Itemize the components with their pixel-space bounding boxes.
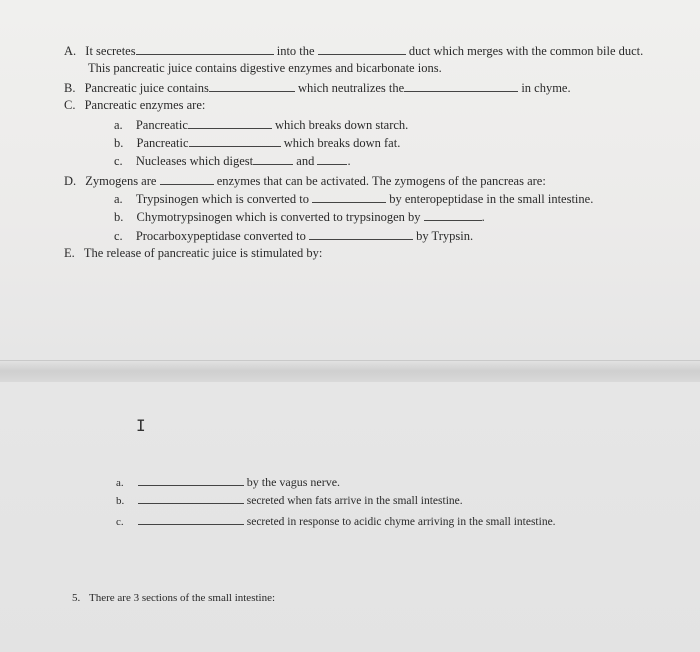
item-C-a-text2: which breaks down starch. [275,118,409,132]
blank-D1[interactable] [160,173,214,185]
stimulus-c-text: secreted in response to acidic chyme arriving in the small intestine. [246,516,556,528]
item-D-b-marker: b. [114,210,124,224]
blank-B1[interactable] [209,80,295,92]
blank-C-b[interactable] [189,135,281,147]
item-D-c-marker: c. [114,229,123,243]
item-D-c-text2: by Trypsin. [416,229,474,243]
stimulus-b-marker: b. [116,495,125,507]
item-D-a [114,191,593,207]
item-A-text3: duct which merges with the common bile duct. [408,44,644,58]
blank-B2[interactable] [404,80,518,92]
item-C-c [114,153,351,169]
item-D-c [114,228,473,244]
item-C-b [114,135,400,151]
item-A-text2: into the [276,44,315,58]
blank-A1[interactable] [136,43,274,55]
blank-A2[interactable] [318,43,406,55]
item-B-text3: in chyme. [521,81,571,95]
item-E-line [64,246,322,261]
item-B-text1: Pancreatic juice contains [84,81,209,95]
blank-D-b[interactable] [424,209,482,221]
item-A-line2: This pancreatic juice contains digestive enzymes and bicarbonate ions. [88,61,442,75]
item-D-marker: D. [64,174,77,188]
blank-C-c2[interactable] [317,153,347,165]
item-C-c-text1: Nucleases which digest [135,154,254,168]
blank-stimulus-c[interactable] [138,513,244,525]
blank-D-c[interactable] [309,228,413,240]
blank-stimulus-a[interactable] [138,474,244,486]
item-A-marker: A. [64,44,77,58]
item-C-c-text2: and [296,154,315,168]
text-cursor-icon: I [136,416,146,435]
question-5-marker: 5. [72,592,81,604]
item-D-a-text2: by enteropeptidase in the small intestine. [389,192,594,206]
item-D-line [64,173,546,189]
stimulus-c-marker: c. [116,516,124,528]
item-C-a-marker: a. [114,118,123,132]
item-D-b-text2: . [481,210,485,224]
item-D-a-marker: a. [114,192,123,206]
item-C-b-text2: which breaks down fat. [283,136,401,150]
item-C-a [114,117,408,133]
item-A-text1: It secretes [85,44,136,58]
item-C-a-text1: Pancreatic [135,118,188,132]
item-D-text2: enzymes that can be activated. The zymogens of the pancreas are: [216,174,546,188]
item-A-line1 [64,43,643,59]
item-B-line [64,80,571,96]
blank-C-a[interactable] [188,117,272,129]
stimulus-b [116,492,463,509]
item-C-line [64,98,205,113]
item-C-c-text3: . [347,154,351,168]
item-C-b-marker: b. [114,136,124,150]
item-D-a-text1: Trypsinogen which is converted to [135,192,309,206]
stimulus-a-marker: a. [116,477,124,489]
stimulus-c [116,513,556,530]
blank-stimulus-b[interactable] [138,492,244,504]
stimulus-b-text: secreted when fats arrive in the small intestine. [246,495,463,507]
question-5-text: There are 3 sections of the small intestine: [89,592,276,604]
item-E-marker: E. [64,246,75,260]
item-C-text: Pancreatic enzymes are: [84,98,206,112]
item-C-c-marker: c. [114,154,123,168]
blank-D-a[interactable] [312,191,386,203]
item-C-b-text1: Pancreatic [136,136,189,150]
page-fold [0,360,700,383]
stimulus-a [116,474,340,491]
stimulus-a-text: by the vagus nerve. [246,475,341,489]
item-B-text2: which neutralizes the [297,81,405,95]
item-D-text1: Zymogens are [85,174,157,188]
item-E-text: The release of pancreatic juice is stimulated by: [83,246,323,260]
item-D-b [114,209,485,225]
item-D-c-text1: Procarboxypeptidase converted to [135,229,306,243]
item-C-marker: C. [64,98,76,112]
item-B-marker: B. [64,81,76,95]
question-5 [72,591,275,606]
blank-C-c1[interactable] [253,153,293,165]
item-D-b-text1: Chymotrypsinogen which is converted to trypsinogen by [136,210,421,224]
